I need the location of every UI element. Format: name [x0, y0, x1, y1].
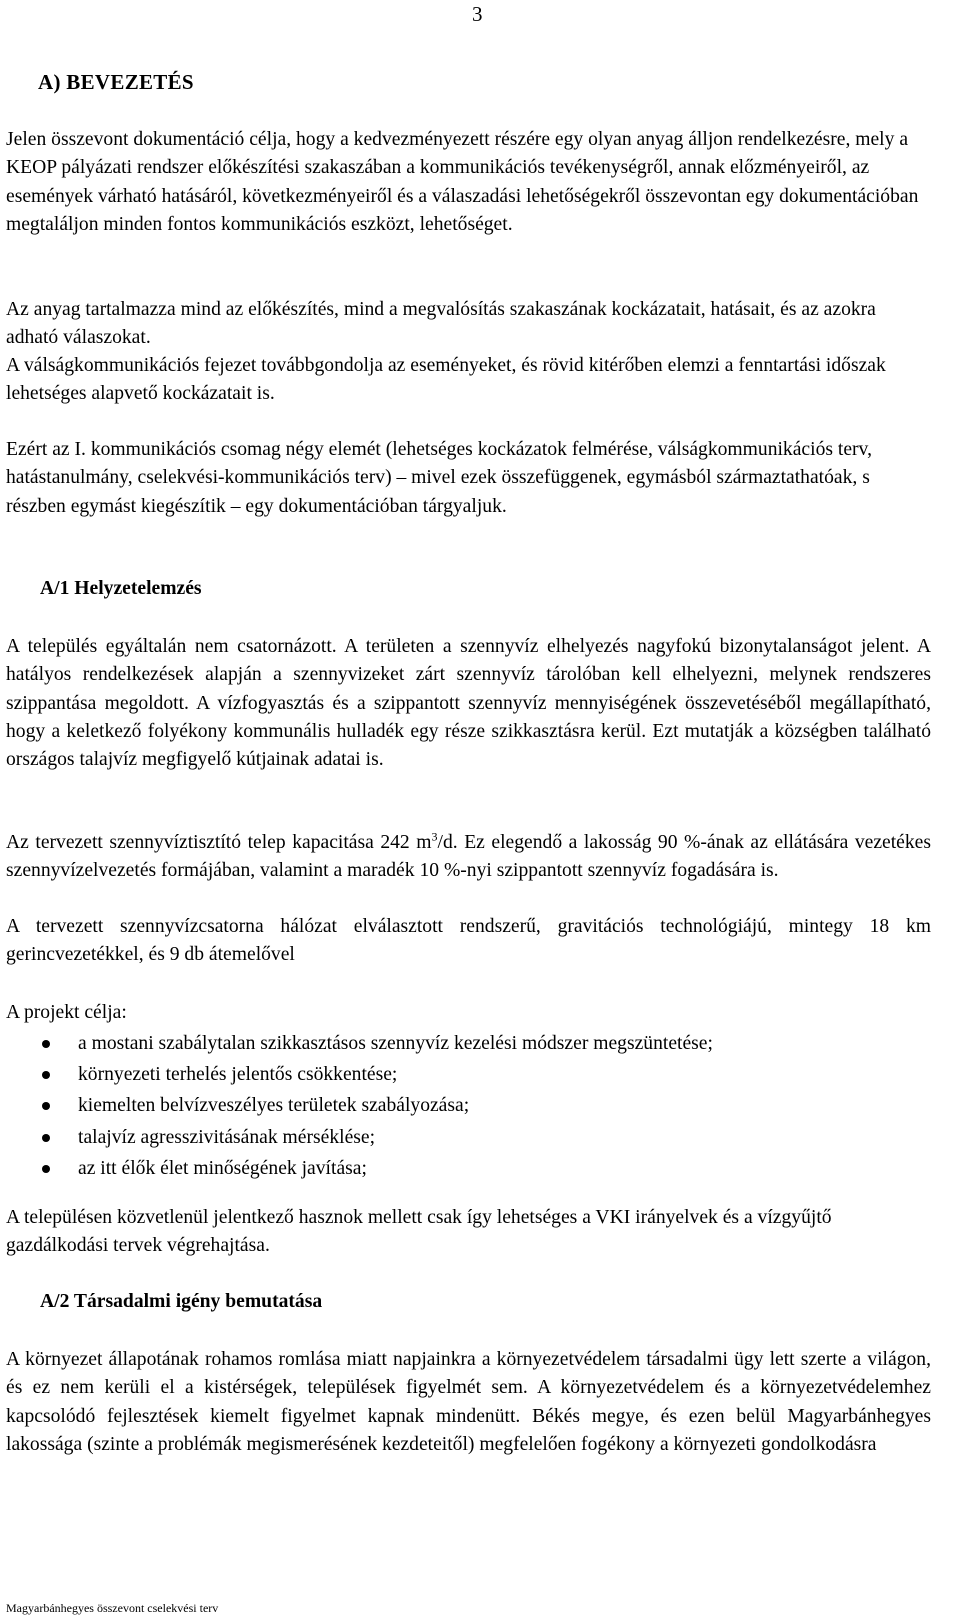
a1-paragraph-4: A településen közvetlenül jelentkező hasznok mellett csak így lehetséges a VKI irányelvek és a vízgyűjtő gazdálkodási tervek végrehajtása. — [6, 1207, 832, 1257]
a2-paragraph-1: A környezet állapotának rohamos romlása miatt napjainkra a környezetvédelem társadalmi ügy lett szerte a világon, és ez nem kerüli el a kistérségek, települések figyelmét sem. A környezetvédelem és a környezetvédelemhez kapcsolódó fejlesztések kiemelt figyelmet kapnak mindenütt. Békés megye, és ezen belül Magyarbánhegyes lakossága (szinte a problémák megismerésének kezdeteitől) megfelelően fogékony a környezeti gondolkodásra — [6, 1349, 931, 1455]
intro-paragraph-1: Jelen összevont dokumentáció célja, hogy a kedvezményezett részére egy olyan anyag álljon rendelkezésre, mely a KEOP pályázati rendszer előkészítési szakaszában a kommunikációs tevékenységről, annak előzményeiről, az események várható hatásáról, következményeiről és a válaszadási lehetőségekről összevontan egy dokumentációban megtaláljon minden fontos kommunikációs eszközt, lehetőséget. — [6, 129, 919, 235]
list-item — [0, 1153, 930, 1184]
list-item — [0, 1122, 930, 1153]
heading-bevezetes: A) BEVEZETÉS — [38, 70, 194, 94]
list-item — [0, 1090, 930, 1121]
section-a1-title: A/1 Helyzetelemzés — [40, 578, 202, 599]
a1-paragraph-1: A település egyáltalán nem csatornázott. A területen a szennyvíz elhelyezés nagyfokú bizonytalanságot jelent. A hatályos rendelkezések alapján a szennyvizeket zárt szennyvíz tárolóban kell elhelyezni, melynek rendszeres szippantása megoldott. A vízfogyasztás és a szippantott szennyvíz mennyiségének összevetéséből megállapítható, hogy a keletkező folyékony kommunális hulladék egy része szikkasztásra kerül. Ezt mutatják a községben található országos talajvíz megfigyelő kútjainak adatai is. — [6, 636, 931, 771]
a1-paragraph-2-superscript: 3 — [431, 829, 438, 844]
intro-paragraph-3: A válságkommunikációs fejezet továbbgondolja az eseményeket, és rövid kitérőben elemzi a fenntartási időszak lehetséges alapvető kockázatait is. — [6, 355, 886, 405]
project-goal-list — [0, 1028, 930, 1184]
bullet-icon — [42, 1134, 50, 1142]
project-goal-label: A projekt célja: — [6, 1002, 127, 1023]
list-item — [0, 1028, 930, 1059]
bullet-icon — [42, 1102, 50, 1110]
page-number: 3 — [472, 2, 483, 26]
intro-paragraph-4: Ezért az I. kommunikációs csomag négy elemét (lehetséges kockázatok felmérése, válságkommunikációs terv, hatástanulmány, cselekvési-kommunikációs terv) – mivel ezek összefüggenek, egymásból származtathatóak, s részben egymást kiegészítik – egy dokumentációban tárgyaljuk. — [6, 439, 872, 517]
list-item-text: talajvíz agresszivitásának mérséklése; — [78, 1126, 376, 1148]
bullet-icon — [42, 1071, 50, 1079]
bullet-icon — [42, 1040, 50, 1048]
list-item-text: az itt élők élet minőségének javítása; — [78, 1157, 367, 1179]
a1-paragraph-2 — [6, 829, 931, 886]
a1-paragraph-2-end: /d. Ez elegendő a lakosság 90 %-ának az ellátására vezetékes szennyvízelvezetés formájában, valamint a maradék 10 %-nyi szippantott szennyvíz fogadására is. — [6, 832, 931, 882]
list-item-text: kiemelten belvízveszélyes területek szabályozása; — [78, 1095, 470, 1117]
a1-paragraph-2-start: Az tervezett szennyvíztisztító telep kapacitása 242 m — [6, 832, 432, 853]
list-item-text: környezeti terhelés jelentős csökkentése; — [78, 1064, 398, 1086]
intro-paragraph-2: Az anyag tartalmazza mind az előkészítés, mind a megvalósítás szakaszának kockázatait, hatásait, és az azokra adható válaszokat. — [6, 299, 876, 349]
list-item-text: a mostani szabálytalan szikkasztásos szennyvíz kezelési módszer megszüntetése; — [78, 1033, 713, 1054]
a1-paragraph-3: A tervezett szennyvízcsatorna hálózat elválasztott rendszerű, gravitációs technológiájú, mintegy 18 km gerincvezetékkel, és 9 db átemelővel — [6, 916, 931, 966]
section-a2-title: A/2 Társadalmi igény bemutatása — [40, 1291, 323, 1312]
footer-text: Magyarbánhegyes összevont cselekvési terv — [6, 1601, 219, 1615]
list-item — [0, 1059, 930, 1090]
bullet-icon — [42, 1165, 50, 1173]
